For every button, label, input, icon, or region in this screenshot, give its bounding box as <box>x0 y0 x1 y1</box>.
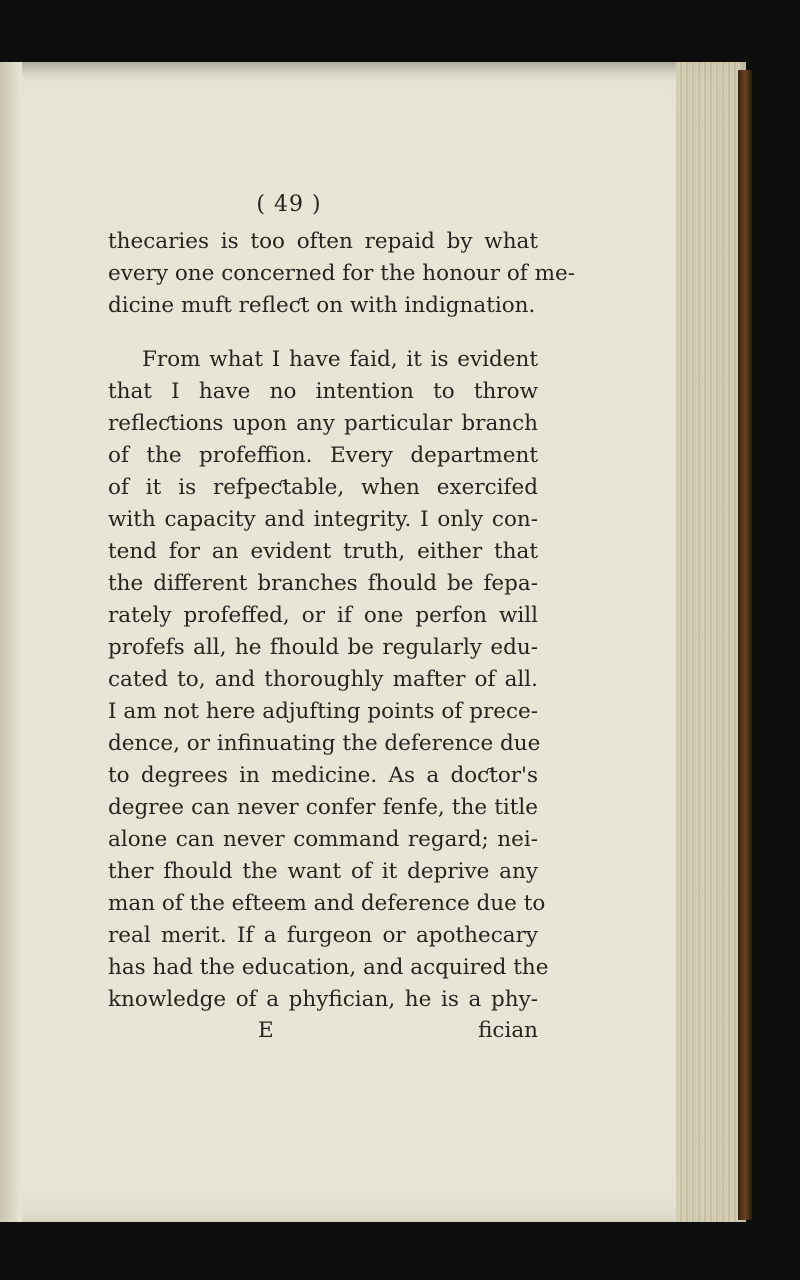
text-line: dence, or infinuating the deference due <box>108 731 541 756</box>
text-line: knowledge of a phyfician, he is a phy- <box>108 987 538 1012</box>
text-line: cated to, and thoroughly mafter of all. <box>108 667 538 692</box>
page-number-header: ( 49 ) <box>256 192 322 217</box>
page-edges <box>676 62 746 1222</box>
text-line: man of the efteem and deference due to <box>108 891 546 916</box>
text-line: profefs all, he fhould be regularly edu- <box>108 635 538 660</box>
catchword: fician <box>478 1018 538 1043</box>
text-line: From what I have faid, it is evident <box>142 347 538 372</box>
text-line: thecaries is too often repaid by what <box>108 229 538 254</box>
text-line: ther fhould the want of it deprive any <box>108 859 538 884</box>
text-line: rately profeffed, or if one perfon will <box>108 603 538 628</box>
text-line: refleƈtions upon any particular branch <box>108 411 538 436</box>
paragraph-gap <box>108 322 538 344</box>
book-cover-edge <box>738 70 752 1220</box>
text-line: tend for an evident truth, either that <box>108 539 538 564</box>
text-line: has had the education, and acquired the <box>108 955 549 980</box>
page-text <box>108 186 575 1046</box>
text-line: that I have no intention to throw <box>108 379 538 404</box>
signature-mark: E <box>258 1018 274 1043</box>
text-line: I am not here adjufting points of prece- <box>108 699 538 724</box>
text-line: real merit. If a furgeon or apothecary <box>108 923 538 948</box>
text-line: the different branches fhould be fepa- <box>108 571 538 596</box>
text-line: of the profeffion. Every department <box>108 443 538 468</box>
text-line: to degrees in medicine. As a doƈtor's <box>108 763 538 788</box>
text-line: alone can never command regard; nei- <box>108 827 538 852</box>
page-footer <box>108 1016 538 1046</box>
text-line: of it is refpeƈtable, when exercifed <box>108 475 538 500</box>
page-gutter <box>0 62 22 1222</box>
text-line: degree can never confer fenfe, the title <box>108 795 538 820</box>
text-line: every one concerned for the honour of me- <box>108 261 575 286</box>
text-line: with capacity and integrity. I only con- <box>108 507 538 532</box>
text-line: dicine muft refleƈt on with indignation. <box>108 293 536 318</box>
